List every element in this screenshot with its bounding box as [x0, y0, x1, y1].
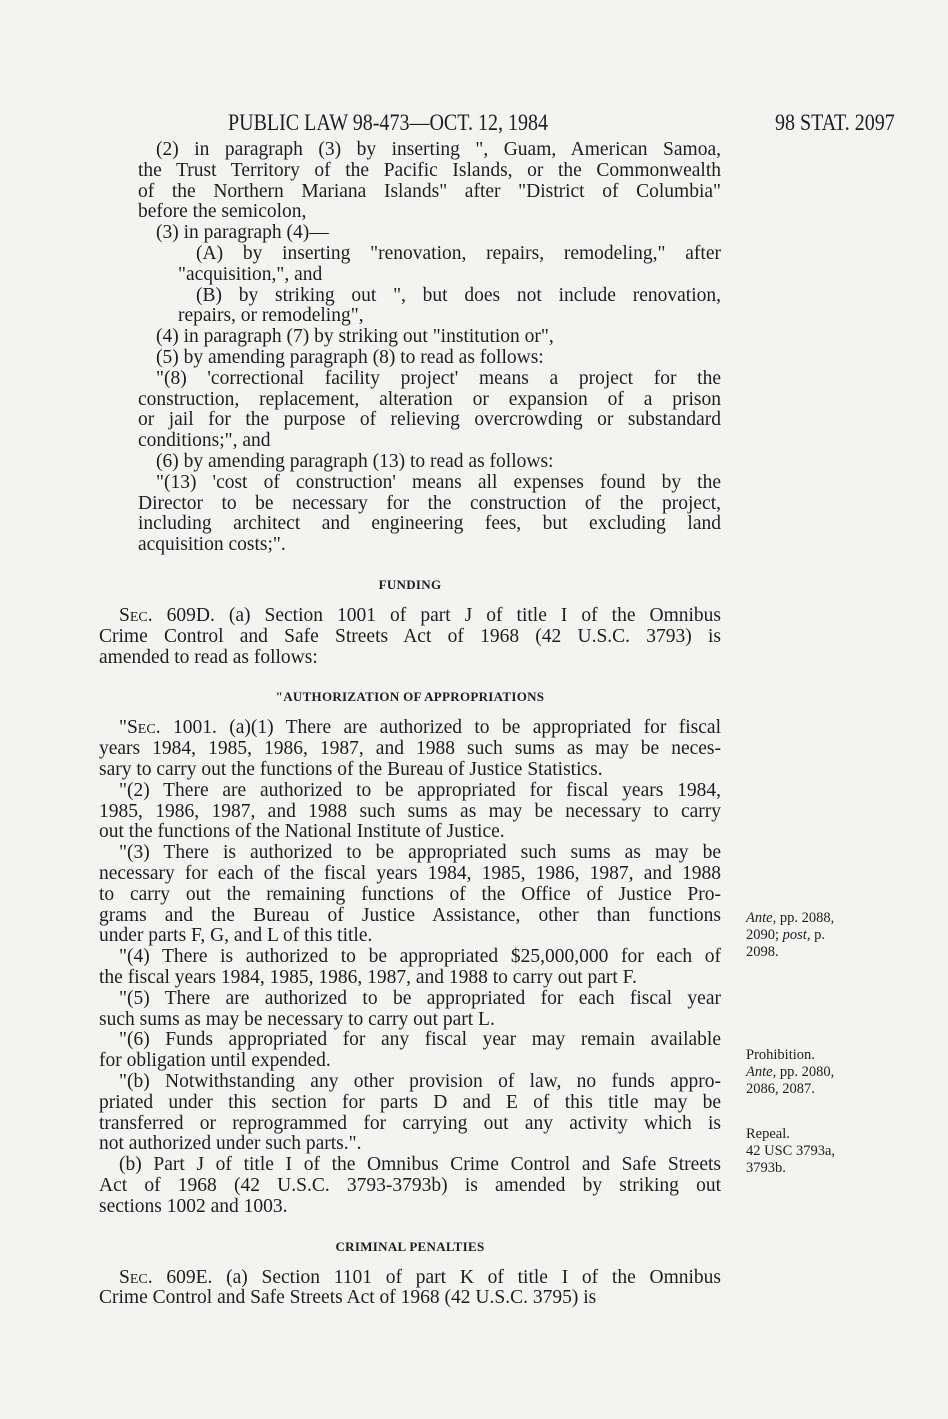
margin-note-text: Ante,	[746, 910, 777, 926]
text-line	[178, 264, 721, 285]
line-text: transferred or reprogrammed for carrying out any activity which is	[99, 1112, 721, 1134]
text-line	[119, 842, 721, 863]
line-text: repairs, or remodeling",	[178, 305, 364, 327]
text-line	[99, 1113, 721, 1134]
text-line	[99, 626, 721, 647]
margin-note-line	[746, 910, 834, 927]
line-text: sections 1002 and 1003.	[99, 1195, 288, 1217]
text-line	[138, 513, 721, 534]
text-line	[119, 946, 721, 967]
text-line	[178, 305, 721, 326]
margin-note-line	[746, 944, 834, 961]
line-text: before the semicolon,	[138, 201, 307, 223]
line-text: of the Northern Mariana Islands" after "District of Columbia"	[138, 180, 721, 202]
line-text: (A) by inserting "renovation, repairs, remodeling," after	[196, 243, 721, 264]
line-text: out the functions of the National Institute of Justice.	[99, 821, 505, 843]
line-text: Director to be necessary for the construction of the project,	[138, 492, 721, 514]
text-line	[156, 222, 721, 243]
margin-note-text: pp. 2088,	[776, 910, 835, 926]
section-heading: "AUTHORIZATION OF APPROPRIATIONS	[275, 689, 545, 705]
text-line	[138, 389, 721, 410]
line-text: 1985, 1986, 1987, and 1988 such sums as may be necessary to carry	[99, 800, 721, 822]
line-text: "acquisition,", and	[178, 263, 323, 285]
text-line	[119, 988, 721, 1009]
line-text: grams and the Bureau of Justice Assistance, other than functions	[99, 904, 721, 926]
line-text: acquisition costs;".	[138, 534, 286, 556]
text-line	[99, 905, 721, 926]
section-heading: FUNDING	[378, 577, 442, 592]
margin-note-line	[746, 1126, 835, 1143]
text-line	[138, 160, 721, 181]
text-line	[138, 534, 721, 555]
text-line	[156, 472, 721, 493]
line-text: under parts F, G, and L of this title.	[99, 925, 373, 947]
line-text: "(13) 'cost of construction' means all expenses found by the	[156, 471, 721, 493]
line-text: Act of 1968 (42 U.S.C. 3793-3793b) is amended by striking out	[99, 1175, 721, 1196]
line-text: the Trust Territory of the Pacific Islands, or the Commonwealth	[138, 159, 721, 181]
line-text: (5) by amending paragraph (8) to read as follows:	[156, 347, 544, 368]
margin-note-line	[746, 1047, 834, 1064]
text-line	[119, 717, 721, 738]
text-line	[99, 821, 721, 842]
text-line	[99, 1175, 721, 1196]
text-line	[99, 1050, 721, 1071]
line-text: (b) Part J of title I of the Omnibus Crime Control and Safe Streets	[119, 1154, 721, 1176]
line-text: for obligation until expended.	[99, 1050, 331, 1072]
text-line	[138, 201, 721, 222]
margin-note-text: Repeal.	[746, 1126, 790, 1142]
margin-note-text: 2090;	[746, 927, 783, 943]
running-header-title: PUBLIC LAW 98-473—OCT. 12, 1984	[228, 110, 549, 135]
line-text: not authorized under such parts.".	[99, 1133, 362, 1155]
text-line	[99, 863, 721, 884]
line-text: or jail for the purpose of relieving overcrowding or substandard	[138, 409, 721, 431]
line-text: 1001. (a)(1) There are authorized to be appropriated for fiscal	[160, 717, 721, 739]
text-line	[138, 181, 721, 202]
section-label: "Sec.	[119, 717, 161, 739]
line-text: "(b) Notwithstanding any other provision of law, no funds appro-	[119, 1071, 721, 1092]
text-line	[119, 1267, 721, 1288]
page-number-stat: 98 STAT. 2097	[775, 110, 895, 135]
text-line	[99, 1133, 721, 1154]
line-text: (2) in paragraph (3) by inserting ", Guam, American Samoa,	[156, 139, 721, 160]
margin-note-text: 42 USC 3793a,	[746, 1143, 836, 1159]
text-line	[99, 967, 721, 988]
text-line	[99, 884, 721, 905]
text-line	[138, 493, 721, 514]
line-text: (4) in paragraph (7) by striking out "institution or",	[156, 326, 554, 348]
margin-note-line	[746, 1081, 834, 1098]
text-line	[156, 347, 721, 368]
margin-note-text: 2086, 2087.	[746, 1081, 815, 1097]
line-text: (6) by amending paragraph (13) to read as follows:	[156, 451, 554, 472]
text-line	[156, 451, 721, 472]
text-line	[99, 647, 721, 668]
margin-note-text: Prohibition.	[746, 1047, 815, 1063]
margin-note	[746, 910, 834, 961]
text-line	[99, 738, 721, 759]
line-text: (B) by striking out ", but does not include renovation,	[196, 284, 721, 306]
text-line	[156, 326, 721, 347]
line-text: priated under this section for parts D and E of this title may be	[99, 1091, 721, 1113]
text-line	[119, 780, 721, 801]
margin-note-text: 2098.	[746, 944, 779, 960]
text-line	[156, 139, 721, 160]
margin-note-line	[746, 927, 834, 944]
text-line	[99, 801, 721, 822]
line-text: such sums as may be necessary to carry out part L.	[99, 1008, 495, 1030]
line-text: amended to read as follows:	[99, 646, 318, 668]
section-heading: CRIMINAL PENALTIES	[335, 1238, 485, 1254]
text-line	[119, 1154, 721, 1175]
text-line	[156, 368, 721, 389]
line-text: "(2) There are authorized to be appropriated for fiscal years 1984,	[119, 779, 721, 801]
line-text: 609D. (a) Section 1001 of part J of title I of the Omnibus	[152, 605, 721, 626]
margin-note-text: 3793b.	[746, 1160, 786, 1176]
margin-note	[746, 1047, 834, 1098]
margin-note-line	[746, 1064, 834, 1081]
text-line	[138, 430, 721, 451]
text-line	[99, 1092, 721, 1113]
line-text: to carry out the remaining functions of the Office of Justice Pro-	[99, 883, 721, 905]
line-text: years 1984, 1985, 1986, 1987, and 1988 such sums as may be neces-	[99, 738, 721, 760]
margin-note-text: pp. 2080,	[776, 1064, 835, 1080]
line-text: conditions;", and	[138, 430, 271, 452]
line-text: 609E. (a) Section 1101 of part K of title I of the Omnibus	[152, 1266, 721, 1288]
line-text: construction, replacement, alteration or expansion of a prison	[138, 388, 721, 410]
text-line	[119, 605, 721, 626]
text-line	[196, 243, 721, 264]
text-line	[99, 1009, 721, 1030]
line-text: (3) in paragraph (4)—	[156, 222, 329, 244]
line-text: "(8) 'correctional facility project' means a project for the	[156, 367, 721, 389]
section-label: Sec.	[119, 1266, 153, 1288]
line-text: including architect and engineering fees, but excluding land	[138, 513, 721, 535]
margin-note	[746, 1126, 835, 1177]
line-text: "(6) Funds appropriated for any fiscal year may remain available	[119, 1029, 721, 1051]
line-text: Crime Control and Safe Streets Act of 1968 (42 U.S.C. 3795) is	[99, 1287, 597, 1309]
line-text: the fiscal years 1984, 1985, 1986, 1987, and 1988 to carry out part F.	[99, 967, 637, 988]
margin-note-line	[746, 1160, 835, 1177]
line-text: necessary for each of the fiscal years 1984, 1985, 1986, 1987, and 1988	[99, 863, 721, 884]
margin-note-text: Ante,	[746, 1064, 777, 1080]
section-label: Sec.	[119, 605, 153, 626]
text-line	[99, 1287, 721, 1308]
text-line	[119, 1029, 721, 1050]
text-line	[99, 759, 721, 780]
line-text: "(3) There is authorized to be appropriated such sums as may be	[119, 842, 721, 864]
margin-note-text: post,	[782, 927, 811, 943]
line-text: sary to carry out the functions of the Bureau of Justice Statistics.	[99, 759, 603, 780]
line-text: "(4) There is authorized to be appropriated $25,000,000 for each of	[119, 946, 721, 968]
text-line	[119, 1071, 721, 1092]
text-line	[138, 409, 721, 430]
margin-note-line	[746, 1143, 835, 1160]
line-text: Crime Control and Safe Streets Act of 1968 (42 U.S.C. 3793) is	[99, 625, 721, 647]
margin-note-text: p.	[810, 927, 825, 943]
line-text: "(5) There are authorized to be appropriated for each fiscal year	[119, 987, 721, 1009]
text-line	[196, 285, 721, 306]
text-line	[99, 925, 721, 946]
text-line	[99, 1196, 721, 1217]
